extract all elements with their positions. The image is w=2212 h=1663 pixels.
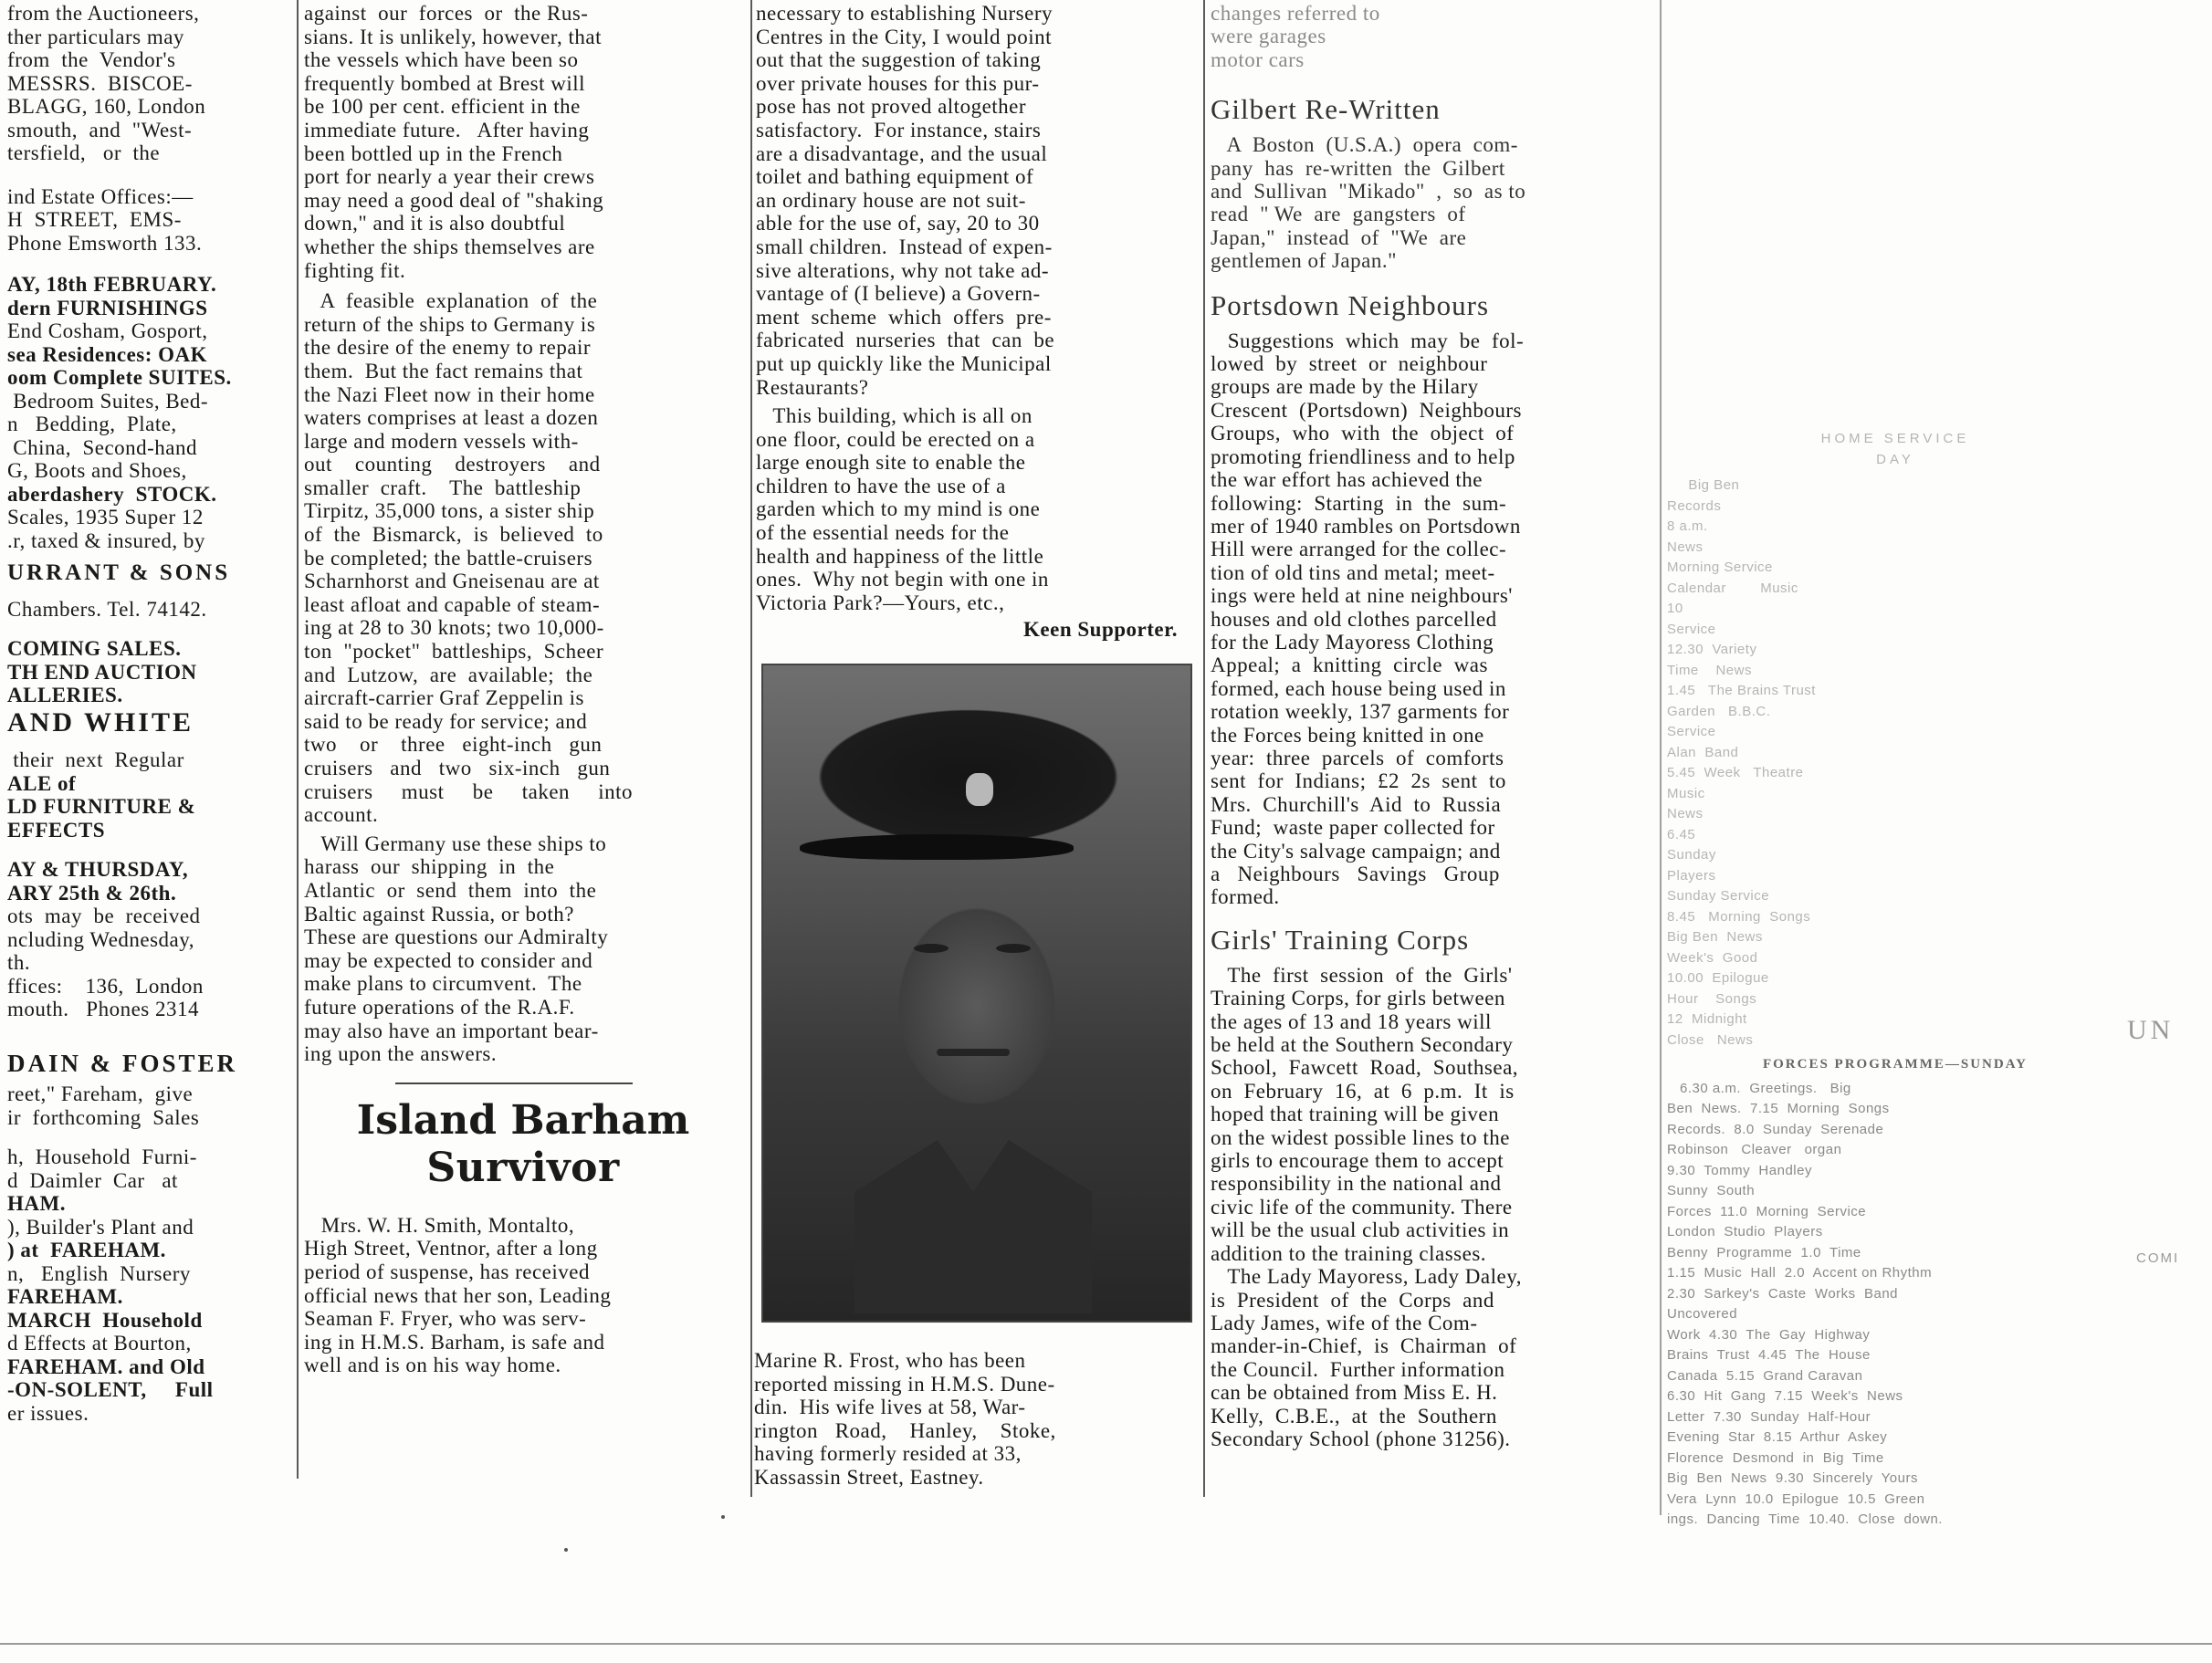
- text-line: dern FURNISHINGS: [7, 296, 208, 319]
- durrant-sons-heading: URRANT & SONS: [7, 560, 231, 585]
- text-line: Hour Songs: [1667, 990, 1757, 1007]
- building-paragraph: [756, 404, 1196, 614]
- text-line: Appeal; a knitting circle was: [1211, 654, 1488, 677]
- text-line: The Lady Mayoress, Lady Daley,: [1211, 1265, 1522, 1289]
- sale-notice: [7, 273, 292, 552]
- text-line: d Daimler Car at: [7, 1168, 178, 1192]
- column-rule: [1203, 0, 1205, 1497]
- text-line: one floor, could be erected on a: [756, 427, 1035, 451]
- marine-portrait-photo: [761, 664, 1192, 1323]
- text-line: n, English Nursery: [7, 1261, 191, 1285]
- text-line: pose has not proved altogether: [756, 95, 1027, 119]
- text-line: Ben News. 7.15 Morning Songs: [1667, 1101, 1890, 1116]
- text-line: 9.30 Tommy Handley: [1667, 1162, 1821, 1178]
- text-line: Records. 8.0 Sunday Serenade: [1667, 1121, 1884, 1137]
- radio-programmes-column: [1667, 0, 2123, 1531]
- text-line: the Nazi Fleet now in their home: [304, 382, 595, 406]
- text-line: having formerly resided at 33,: [754, 1442, 1022, 1465]
- text-line: necessary to establishing Nursery: [756, 2, 1054, 25]
- text-line: over private houses for this pur-: [756, 71, 1040, 95]
- text-line: MARCH Household: [7, 1308, 203, 1332]
- text-line: din. His wife lives at 58, War-: [754, 1396, 1026, 1418]
- text-line: port for nearly a year their crews: [304, 165, 595, 189]
- thursday-sale: [7, 858, 292, 1021]
- text-line: ton "pocket" battleships, Scheer: [304, 640, 604, 664]
- text-line: civic life of the community. There: [1211, 1195, 1513, 1218]
- text-line: formed, each house being used in: [1211, 676, 1506, 700]
- text-line: groups are made by the Hilary: [1211, 375, 1479, 399]
- text-line: promoting friendliness and to help: [1211, 445, 1515, 468]
- text-line: Phone Emsworth 133.: [7, 231, 203, 255]
- text-line: be held at the Southern Secondary: [1211, 1033, 1514, 1057]
- text-line: Suggestions which may be fol-: [1211, 329, 1525, 352]
- text-line: Close News: [1667, 1031, 1754, 1048]
- text-line: 10: [1667, 601, 1731, 616]
- text-line: Restaurants?: [756, 375, 869, 399]
- text-line: AY & THURSDAY,: [7, 858, 189, 881]
- text-line: 6.45: [1667, 826, 1709, 842]
- text-line: Sunday: [1667, 847, 1716, 863]
- text-line: the Council. Further information: [1211, 1357, 1505, 1381]
- edge-mark-un: UN: [2127, 1015, 2175, 1045]
- text-line: is President of the Corps and: [1211, 1288, 1494, 1312]
- text-line: mouth. Phones 2314: [7, 998, 199, 1020]
- text-line: of the essential needs for the: [756, 521, 1010, 545]
- text-line: ings were held at nine neighbours': [1211, 584, 1513, 608]
- forces-programme-listings: [1667, 1079, 2123, 1531]
- text-line: their next Regular: [7, 748, 184, 771]
- durrant-tel: Chambers. Tel. 74142.: [7, 597, 207, 621]
- text-line: Week's Good: [1667, 949, 1758, 966]
- text-line: 2.30 Sarkey's Caste Works Band: [1667, 1285, 1899, 1302]
- text-line: Kassassin Street, Eastney.: [754, 1465, 984, 1489]
- column-rule: [297, 0, 299, 1479]
- auction-column: [7, 0, 292, 1425]
- text-line: mer of 1940 rambles on Portsdown: [1211, 514, 1521, 538]
- dain-foster-text: [7, 1083, 292, 1129]
- and-white-heading: AND WHITE: [7, 706, 194, 737]
- text-line: Kelly, C.B.E., at the Southern: [1211, 1404, 1497, 1428]
- text-line: ind Estate Offices:—: [7, 184, 194, 208]
- text-line: garden which to my mind is one: [756, 497, 1041, 521]
- text-line: return of the ships to Germany is: [304, 312, 596, 336]
- text-line: tersfield, or the: [7, 141, 161, 164]
- text-line: satisfactory. For instance, stairs: [756, 118, 1042, 141]
- text-line: account.: [304, 803, 379, 827]
- text-line: for the Lady Mayoress Clothing: [1211, 630, 1494, 654]
- heading-girls-training-corps: Girls' Training Corps: [1211, 923, 1470, 956]
- text-line: able for the use of, say, 20 to 30: [756, 212, 1040, 235]
- text-line: may need a good deal of "shaking: [304, 188, 604, 212]
- text-line: smouth, and "West-: [7, 118, 193, 141]
- text-line: hoped that training will be given: [1211, 1103, 1500, 1126]
- text-line: High Street, Ventnor, after a long: [304, 1237, 598, 1260]
- text-line: FAREHAM. and Old: [7, 1354, 205, 1378]
- text-line: Garden B.B.C.: [1667, 703, 1771, 719]
- text-line: aberdashery STOCK.: [7, 482, 217, 506]
- text-line: against our forces or the Rus-: [304, 2, 589, 25]
- text-line: said to be ready for service; and: [304, 709, 588, 733]
- text-line: n Bedding, Plate,: [7, 413, 177, 435]
- text-line: Japan," instead of "We are: [1211, 225, 1467, 249]
- text-line: ther particulars may: [7, 25, 184, 48]
- nursery-letter: [756, 2, 1196, 399]
- text-line: the Forces being knitted in one: [1211, 723, 1484, 747]
- auctioneer-notice: [7, 2, 292, 165]
- text-line: ) at FAREHAM.: [7, 1239, 166, 1261]
- text-line: AY, 18th FEBRUARY.: [7, 273, 217, 296]
- text-line: Morning Service: [1667, 560, 1773, 575]
- text-line: make plans to circumvent. The: [304, 972, 582, 996]
- text-line: Calendar Music: [1667, 580, 1798, 596]
- text-line: End Cosham, Gosport,: [7, 319, 208, 342]
- text-line: Time News: [1667, 662, 1752, 678]
- feasible-paragraph: [304, 289, 742, 827]
- text-line: the ages of 13 and 18 years will: [1211, 1009, 1492, 1033]
- text-line: sians. It is unlikely, however, that: [304, 25, 603, 48]
- text-line: Evening Star 8.15 Arthur Askey: [1667, 1429, 1888, 1445]
- text-line: Uncovered: [1667, 1306, 1746, 1322]
- forces-programme-heading: FORCES PROGRAMME—SUNDAY: [1762, 1057, 2029, 1072]
- text-line: 6.30 Hit Gang 7.15 Week's News: [1667, 1388, 1903, 1404]
- text-line: Baltic against Russia, or both?: [304, 902, 574, 926]
- text-line: Big Ben News: [1667, 929, 1763, 945]
- eye-right: [996, 944, 1031, 953]
- text-line: ones. Why not begin with one in: [756, 568, 1049, 591]
- text-line: LD FURNITURE &: [7, 795, 196, 818]
- edge-mark-comi: COMI: [2136, 1250, 2180, 1266]
- text-line: Groups, who with the object of: [1211, 422, 1515, 445]
- text-line: Will Germany use these ships to: [304, 832, 607, 855]
- home-service-heading: HOME SERVICE: [1820, 431, 1970, 446]
- text-line: fabricated nurseries that can be: [756, 329, 1055, 352]
- text-line: tion of old tins and metal; meet-: [1211, 560, 1495, 584]
- text-line: 8.45 Morning Songs: [1667, 908, 1811, 925]
- text-line: Letter 7.30 Sunday Half-Hour: [1667, 1408, 1871, 1425]
- text-line: ing at 28 to 30 knots; two 10,000-: [304, 616, 604, 640]
- text-line: the vessels which have been so: [304, 48, 579, 72]
- text-line: be 100 per cent. efficient in the: [304, 95, 581, 119]
- home-service-listings: [1667, 476, 2123, 1051]
- text-line: oom Complete SUITES.: [7, 366, 232, 389]
- text-line: Scales, 1935 Super 12: [7, 506, 204, 528]
- text-line: A feasible explanation of the: [304, 289, 598, 313]
- text-line: an ordinary house are not suit-: [756, 188, 1026, 212]
- text-line: may also have an important bear-: [304, 1019, 599, 1042]
- text-line: were garages: [1211, 25, 1389, 48]
- text-line: cruisers and two six-inch gun: [304, 757, 611, 779]
- text-line: th.: [7, 951, 31, 974]
- text-line: aircraft-carrier Graf Zeppelin is: [304, 686, 585, 710]
- garages-fragment: [1211, 2, 1652, 71]
- text-line: health and happiness of the little: [756, 544, 1044, 568]
- text-line: the City's salvage campaign; and: [1211, 839, 1501, 863]
- text-line: ncluding Wednesday,: [7, 927, 195, 951]
- text-line: Centres in the City, I would point: [756, 25, 1053, 48]
- text-line: BLAGG, 160, London: [7, 95, 206, 118]
- text-line: out that the suggestion of taking: [756, 48, 1042, 72]
- headline-rule: [395, 1083, 633, 1084]
- text-line: d Effects at Bourton,: [7, 1332, 192, 1354]
- text-line: Training Corps, for girls between: [1211, 987, 1505, 1010]
- text-line: responsibility in the national and: [1211, 1172, 1502, 1196]
- text-line: Work 4.30 The Gay Highway: [1667, 1326, 1871, 1343]
- text-line: gentlemen of Japan.": [1211, 249, 1397, 273]
- text-line: Hill were arranged for the collec-: [1211, 538, 1507, 561]
- text-line: vantage of (I believe) a Govern-: [756, 282, 1041, 306]
- text-line: A Boston (U.S.A.) opera com-: [1211, 133, 1518, 157]
- text-line: two or three eight-inch gun: [304, 733, 603, 757]
- text-line: been bottled up in the French: [304, 141, 563, 165]
- text-line: will be the usual club activities in: [1211, 1218, 1510, 1242]
- text-line: following: Starting in the sum-: [1211, 491, 1507, 515]
- text-line: official news that her son, Leading: [304, 1283, 612, 1307]
- headline-island-barham: Island Barham: [356, 1096, 690, 1144]
- local-news-column: [1211, 0, 1652, 1450]
- print-speck: [564, 1548, 568, 1552]
- text-line: 12.30 Variety: [1667, 642, 1757, 657]
- fleet-paragraph: [304, 2, 742, 282]
- text-line: put up quickly like the Municipal: [756, 351, 1052, 375]
- text-line: .r, taxed & insured, by: [7, 528, 205, 552]
- photo-caption: [754, 1349, 1198, 1489]
- text-line: The first session of the Girls': [1211, 963, 1513, 987]
- text-line: ing in H.M.S. Barham, is safe and: [304, 1330, 605, 1354]
- text-line: School, Fawcett Road, Southsea,: [1211, 1056, 1519, 1080]
- text-line: Secondary School (phone 31256).: [1211, 1427, 1511, 1450]
- text-line: reported missing in H.M.S. Dune-: [754, 1372, 1055, 1396]
- text-line: Bedroom Suites, Bed-: [7, 389, 209, 413]
- text-line: Lady James, wife of the Com-: [1211, 1311, 1478, 1334]
- text-line: ffices: 136, London: [7, 974, 204, 998]
- coming-sales: [7, 637, 292, 707]
- text-line: ings. Dancing Time 10.40. Close down.: [1667, 1511, 1943, 1527]
- text-line: G, Boots and Shoes,: [7, 459, 187, 482]
- text-line: 1.45 The Brains Trust: [1667, 683, 1816, 698]
- text-line: on February 16, at 6 p.m. It is: [1211, 1079, 1515, 1103]
- text-line: ARY 25th & 26th.: [7, 881, 177, 905]
- eye-left: [914, 944, 949, 953]
- scan-bottom-edge: [0, 1643, 2212, 1645]
- text-line: COMING SALES.: [7, 637, 182, 660]
- text-line: Forces 11.0 Morning Service: [1667, 1203, 1867, 1219]
- text-line: ir forthcoming Sales: [7, 1105, 200, 1129]
- text-line: News: [1667, 539, 1704, 555]
- text-line: ), Builder's Plant and: [7, 1215, 194, 1239]
- text-line: sive alterations, why not take ad-: [756, 258, 1050, 282]
- dain-foster-heading: DAIN & FOSTER: [7, 1049, 238, 1077]
- text-line: ots may be received: [7, 905, 201, 927]
- uniform-collar: [854, 1140, 1092, 1313]
- text-line: These are questions our Admiralty: [304, 926, 609, 949]
- text-line: smaller craft. The battleship: [304, 476, 582, 499]
- column-rule: [750, 0, 752, 1497]
- girls-training-story: [1211, 964, 1652, 1265]
- text-line: changes referred to: [1211, 2, 1398, 25]
- text-line: sea Residences: OAK: [7, 342, 208, 366]
- text-line: a Neighbours Savings Group: [1211, 863, 1500, 885]
- text-line: toilet and bathing equipment of: [756, 165, 1034, 189]
- text-line: 5.45 Week Theatre: [1667, 765, 1804, 780]
- text-line: from the Auctioneers,: [7, 2, 200, 25]
- text-line: London Studio Players: [1667, 1224, 1832, 1239]
- text-line: may be expected to consider and: [304, 948, 593, 972]
- print-speck: [721, 1515, 725, 1519]
- text-line: rotation weekly, 137 garments for: [1211, 700, 1510, 724]
- text-line: Alan Band: [1667, 744, 1739, 760]
- text-line: down," and it is also doubtful: [304, 212, 566, 235]
- text-line: future operations of the R.A.F.: [304, 995, 575, 1019]
- heading-gilbert: Gilbert Re-Written: [1211, 93, 1441, 126]
- text-line: 8 a.m.: [1667, 518, 1713, 534]
- text-line: 12 Midnight: [1667, 1011, 1747, 1027]
- text-line: Big Ben News 9.30 Sincerely Yours: [1667, 1470, 1918, 1486]
- text-line: 6.30 a.m. Greetings. Big: [1667, 1080, 1851, 1096]
- text-line: ALE of: [7, 771, 77, 795]
- text-line: least afloat and capable of steam-: [304, 592, 601, 616]
- text-line: This building, which is all on: [756, 404, 1033, 428]
- text-line: and Sullivan "Mikado" , so as to: [1211, 180, 1526, 204]
- text-line: from the Vendor's: [7, 48, 176, 71]
- text-line: small children. Instead of expen-: [756, 235, 1053, 258]
- text-line: whether the ships themselves are: [304, 235, 595, 258]
- regular-sale: [7, 748, 292, 842]
- text-line: -ON-SOLENT, Full: [7, 1378, 214, 1401]
- text-line: ment scheme which offers pre-: [756, 305, 1052, 329]
- text-line: large enough site to enable the: [756, 451, 1026, 475]
- text-line: Seaman F. Fryer, who was serv-: [304, 1307, 587, 1331]
- text-line: large and modern vessels with-: [304, 429, 579, 453]
- text-line: and Lutzow, are available; the: [304, 663, 593, 686]
- headline-survivor: Survivor: [426, 1144, 620, 1191]
- text-line: are a disadvantage, and the usual: [756, 141, 1048, 165]
- text-line: Mrs. Churchill's Aid to Russia: [1211, 792, 1502, 816]
- text-line: waters comprises at least a dozen: [304, 406, 599, 430]
- text-line: er issues.: [7, 1401, 89, 1425]
- text-line: read " We are gangsters of: [1211, 203, 1466, 226]
- forthcoming-sales-list: [7, 1145, 292, 1425]
- text-line: Mrs. W. H. Smith, Montalto,: [304, 1213, 575, 1237]
- text-line: Robinson Cleaver organ: [1667, 1142, 1842, 1157]
- text-line: Marine R. Frost, who has been: [754, 1349, 1026, 1372]
- cap-badge: [966, 773, 993, 806]
- letter-signature: Keen Supporter.: [1023, 618, 1178, 642]
- text-line: motor cars: [1211, 47, 1305, 71]
- text-line: ing upon the answers.: [304, 1042, 498, 1066]
- text-line: rington Road, Hanley, Stoke,: [754, 1418, 1056, 1442]
- text-line: Fund; waste paper collected for: [1211, 816, 1495, 840]
- text-line: immediate future. After having: [304, 118, 590, 141]
- fleet-article-column: [304, 0, 742, 1377]
- text-line: Vera Lynn 10.0 Epilogue 10.5 Green: [1667, 1490, 1925, 1507]
- text-line: year: three parcels of comforts: [1211, 746, 1504, 769]
- text-line: period of suspense, has received: [304, 1260, 590, 1283]
- text-line: reet," Fareham, give: [7, 1083, 194, 1105]
- text-line: TH END AUCTION: [7, 660, 197, 684]
- text-line: Florence Desmond in Big Time: [1667, 1449, 1884, 1466]
- text-line: Benny Programme 1.0 Time: [1667, 1244, 1861, 1260]
- will-germany-paragraph: [304, 832, 742, 1066]
- column-rule: [1660, 0, 1662, 1515]
- text-line: MESSRS. BISCOE-: [7, 71, 193, 95]
- text-line: mander-in-Chief, is Chairman of: [1211, 1334, 1517, 1358]
- text-line: out counting destroyers and: [304, 453, 601, 476]
- text-line: 1.15 Music Hall 2.0 Accent on Rhythm: [1667, 1265, 1933, 1281]
- text-line: of the Bismarck, is believed to: [304, 523, 603, 547]
- text-line: frequently bombed at Brest will: [304, 71, 586, 95]
- text-line: ALLERIES.: [7, 684, 123, 706]
- text-line: Tirpitz, 35,000 tons, a sister ship: [304, 499, 595, 523]
- text-line: Crescent (Portsdown) Neighbours: [1211, 398, 1523, 422]
- text-line: Players: [1667, 867, 1716, 884]
- letter-column: [756, 0, 1196, 642]
- mouth: [937, 1049, 1010, 1056]
- text-line: can be obtained from Miss E. H.: [1211, 1381, 1498, 1405]
- text-line: children to have the use of a: [756, 474, 1006, 497]
- text-line: pany has re-written the Gilbert: [1211, 156, 1505, 180]
- text-line: Service: [1667, 621, 1716, 637]
- text-line: Sunday Service: [1667, 888, 1770, 904]
- text-line: Service: [1667, 724, 1716, 739]
- text-line: addition to the training classes.: [1211, 1241, 1487, 1265]
- text-line: China, Second-hand: [7, 435, 198, 459]
- heading-portsdown: Portsdown Neighbours: [1211, 288, 1490, 321]
- text-line: well and is on his way home.: [304, 1354, 561, 1377]
- text-line: on the widest possible lines to the: [1211, 1125, 1510, 1149]
- caption-text: [754, 1349, 1198, 1489]
- text-line: Canada 5.15 Grand Caravan: [1667, 1367, 1863, 1384]
- text-line: girls to encourage them to accept: [1211, 1149, 1504, 1173]
- text-line: be completed; the battle-cruisers: [304, 546, 593, 570]
- portsdown-story: [1211, 329, 1652, 909]
- text-line: Records: [1667, 497, 1722, 514]
- estate-offices: [7, 185, 292, 256]
- gilbert-story: [1211, 133, 1652, 272]
- text-line: Big Ben: [1667, 477, 1740, 493]
- text-line: EFFECTS: [7, 818, 106, 842]
- barham-survivor-story: [304, 1214, 742, 1377]
- text-line: Scharnhorst and Gneisenau are at: [304, 570, 600, 593]
- text-line: cruisers must be taken into: [304, 779, 634, 803]
- text-line: Music: [1667, 785, 1705, 801]
- text-line: fighting fit.: [304, 258, 406, 282]
- text-line: formed.: [1211, 885, 1280, 909]
- text-line: H STREET, EMS-: [7, 208, 182, 231]
- text-line: lowed by street or neighbour: [1211, 352, 1488, 376]
- text-line: FAREHAM.: [7, 1285, 123, 1308]
- text-line: the desire of the enemy to repair: [304, 336, 592, 360]
- text-line: Atlantic or send them into the: [304, 878, 597, 902]
- text-line: h, Household Furni-: [7, 1145, 197, 1168]
- text-line: Brains Trust 4.45 The House: [1667, 1347, 1871, 1363]
- text-line: harass our shipping in the: [304, 855, 555, 879]
- text-line: the war effort has achieved the: [1211, 468, 1483, 492]
- home-service-day: DAY: [1876, 451, 1914, 467]
- text-line: houses and old clothes parcelled: [1211, 607, 1497, 631]
- text-line: Victoria Park?—Yours, etc.,: [756, 591, 1005, 614]
- text-line: 10.00 Epilogue: [1667, 970, 1769, 986]
- text-line: HAM.: [7, 1192, 66, 1215]
- text-line: News: [1667, 806, 1704, 821]
- text-line: Sunny South: [1667, 1183, 1756, 1198]
- text-line: them. But the fact remains that: [304, 359, 583, 382]
- text-line: sent for Indians; £2 2s sent to: [1211, 769, 1506, 793]
- mayoress-paragraph: [1211, 1265, 1652, 1450]
- cap-peak: [800, 834, 1074, 860]
